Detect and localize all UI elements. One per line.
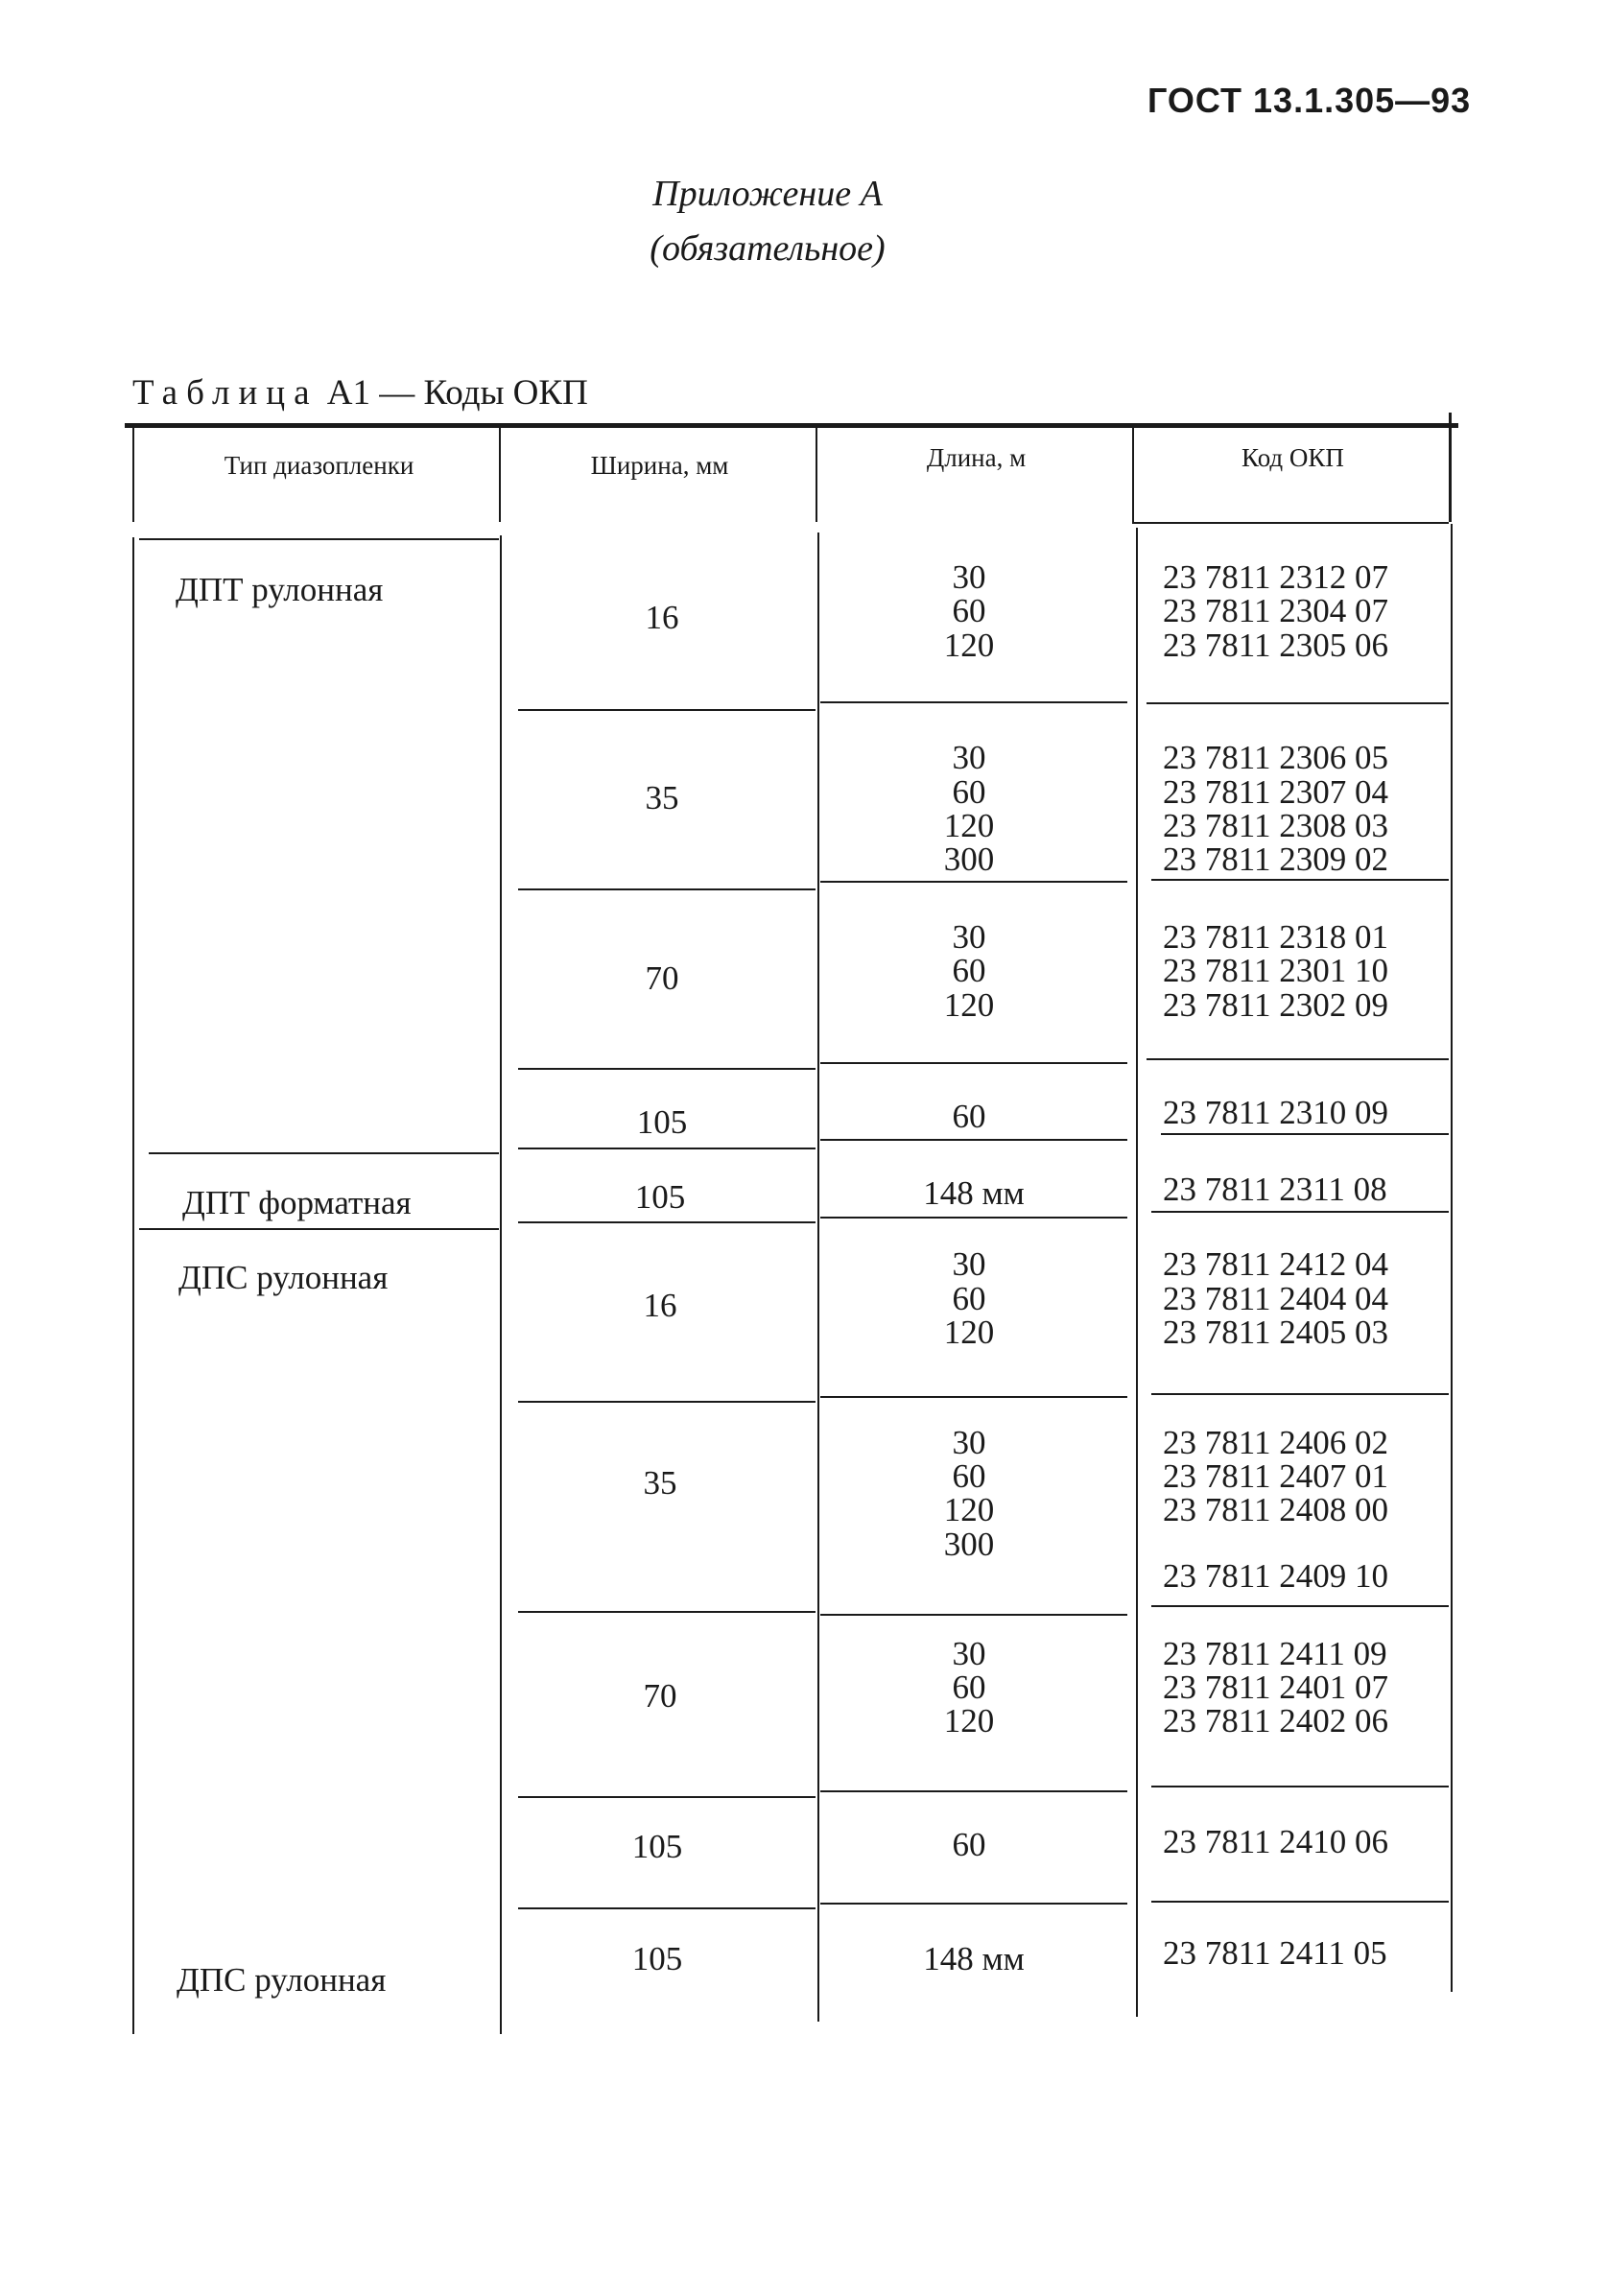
okp-code-cell: 23 7811 2411 09 [1163, 1635, 1387, 1672]
okp-code-cell: 23 7811 2405 03 [1163, 1314, 1388, 1351]
width-cell: 105 [631, 1828, 683, 1865]
length-cell: 148 мм [923, 1940, 1025, 1977]
length-cell: 300 [943, 1526, 995, 1563]
length-cell: 148 мм [923, 1174, 1025, 1212]
length-cell: 30 [952, 918, 986, 956]
body-top-rule-type [139, 538, 499, 540]
row-sep [518, 1148, 816, 1149]
body-col-divider-1 [500, 535, 502, 2034]
length-cell: 30 [952, 558, 986, 596]
length-cell: 30 [952, 1245, 986, 1283]
row-sep [1161, 1133, 1449, 1135]
length-cell: 60 [952, 1098, 986, 1135]
column-header-film-type: Тип диазопленки [224, 451, 414, 480]
row-sep [1151, 1211, 1449, 1213]
row-sep [820, 1614, 1127, 1616]
col-divider-3 [1132, 428, 1134, 522]
length-cell: 300 [943, 840, 995, 878]
film-type-label: ДПТ форматная [182, 1184, 412, 1221]
row-sep [518, 1907, 816, 1909]
width-cell: 16 [645, 599, 679, 636]
okp-code-cell: 23 7811 2309 02 [1163, 840, 1388, 878]
length-cell: 60 [952, 1280, 986, 1317]
width-cell: 70 [643, 1677, 677, 1715]
row-sep [149, 1152, 499, 1154]
row-sep [518, 1068, 816, 1070]
width-cell: 16 [643, 1287, 677, 1324]
appendix-title: Приложение А [652, 174, 883, 214]
film-type-label: ДПТ рулонная [176, 571, 384, 608]
col-divider-1 [499, 428, 501, 522]
row-sep [1151, 879, 1449, 881]
row-sep [518, 709, 816, 711]
length-cell: 120 [943, 807, 995, 844]
length-cell: 60 [952, 592, 986, 629]
row-sep [518, 1401, 816, 1403]
row-sep [820, 881, 1127, 883]
okp-code-cell: 23 7811 2306 05 [1163, 739, 1388, 776]
okp-code-cell: 23 7811 2318 01 [1163, 918, 1388, 956]
okp-code-cell: 23 7811 2409 10 [1163, 1557, 1388, 1595]
row-sep [820, 1790, 1127, 1792]
row-sep [820, 1396, 1127, 1398]
film-type-label: ДПС рулонная [178, 1259, 389, 1296]
okp-code-cell: 23 7811 2302 09 [1163, 986, 1388, 1024]
row-sep [820, 701, 1127, 703]
row-sep [518, 888, 816, 890]
okp-code-cell: 23 7811 2402 06 [1163, 1702, 1388, 1740]
okp-code-cell: 23 7811 2410 06 [1163, 1823, 1388, 1860]
table-left-border-header [132, 428, 134, 522]
length-cell: 30 [952, 1635, 986, 1672]
row-sep [518, 1611, 816, 1613]
okp-code-cell: 23 7811 2310 09 [1163, 1094, 1388, 1131]
length-cell: 60 [952, 1669, 986, 1706]
length-cell: 120 [943, 1702, 995, 1740]
okp-code-cell: 23 7811 2305 06 [1163, 627, 1388, 664]
length-cell: 120 [943, 627, 995, 664]
row-sep [1151, 1393, 1449, 1395]
column-header-okp-code: Код ОКП [1241, 443, 1344, 472]
body-right-border [1451, 524, 1453, 1992]
okp-code-cell: 23 7811 2412 04 [1163, 1245, 1388, 1283]
body-col-divider-3 [1136, 528, 1138, 2017]
okp-code-cell: 23 7811 2406 02 [1163, 1424, 1388, 1461]
row-sep [820, 1903, 1127, 1905]
table-top-rule [125, 423, 1458, 428]
row-sep [139, 1228, 499, 1230]
length-cell: 60 [952, 1457, 986, 1495]
table-right-border-header [1449, 413, 1452, 522]
table-caption-text: А1 — Коды ОКП [326, 373, 588, 413]
column-header-width: Ширина, мм [590, 451, 729, 480]
length-cell: 30 [952, 739, 986, 776]
row-sep [1151, 1786, 1449, 1787]
width-cell: 105 [634, 1178, 686, 1216]
row-sep [1151, 1901, 1449, 1903]
row-sep [1147, 702, 1449, 704]
okp-code-cell: 23 7811 2401 07 [1163, 1669, 1388, 1706]
length-cell: 60 [952, 1826, 986, 1863]
width-cell: 70 [645, 959, 679, 997]
row-sep [518, 1221, 816, 1223]
col-divider-2 [816, 428, 817, 522]
width-cell: 35 [643, 1464, 677, 1502]
okp-code-cell: 23 7811 2408 00 [1163, 1491, 1388, 1528]
length-cell: 60 [952, 952, 986, 989]
table-caption [132, 372, 588, 414]
okp-code-cell: 23 7811 2404 04 [1163, 1280, 1388, 1317]
okp-code-cell: 23 7811 2411 05 [1163, 1934, 1387, 1972]
width-cell: 35 [645, 779, 679, 817]
length-cell: 30 [952, 1424, 986, 1461]
appendix-subtitle: (обязательное) [650, 228, 886, 269]
okp-code-cell: 23 7811 2307 04 [1163, 773, 1388, 811]
body-col-divider-2 [817, 533, 819, 2022]
width-cell: 105 [636, 1103, 688, 1141]
row-sep [1147, 1058, 1449, 1060]
okp-code-cell: 23 7811 2308 03 [1163, 807, 1388, 844]
okp-code-cell: 23 7811 2407 01 [1163, 1457, 1388, 1495]
length-cell: 60 [952, 773, 986, 811]
row-sep [820, 1139, 1127, 1141]
row-sep [1151, 1605, 1449, 1607]
okp-code-cell: 23 7811 2301 10 [1163, 952, 1388, 989]
document-code: ГОСТ 13.1.305—93 [1147, 81, 1472, 120]
table-caption-prefix: Таблица [132, 373, 319, 413]
body-left-border [132, 537, 134, 2034]
film-type-label: ДПС рулонная [177, 1961, 387, 1999]
length-cell: 120 [943, 986, 995, 1024]
row-sep [518, 1796, 816, 1798]
row-sep [820, 1062, 1127, 1064]
okp-code-cell: 23 7811 2304 07 [1163, 592, 1388, 629]
okp-code-cell: 23 7811 2311 08 [1163, 1171, 1387, 1208]
column-header-length: Длина, м [926, 443, 1027, 472]
length-cell: 120 [943, 1314, 995, 1351]
width-cell: 105 [631, 1940, 683, 1977]
okp-code-cell: 23 7811 2312 07 [1163, 558, 1388, 596]
header-bottom-rule [1132, 522, 1449, 524]
length-cell: 120 [943, 1491, 995, 1528]
row-sep [820, 1217, 1127, 1219]
